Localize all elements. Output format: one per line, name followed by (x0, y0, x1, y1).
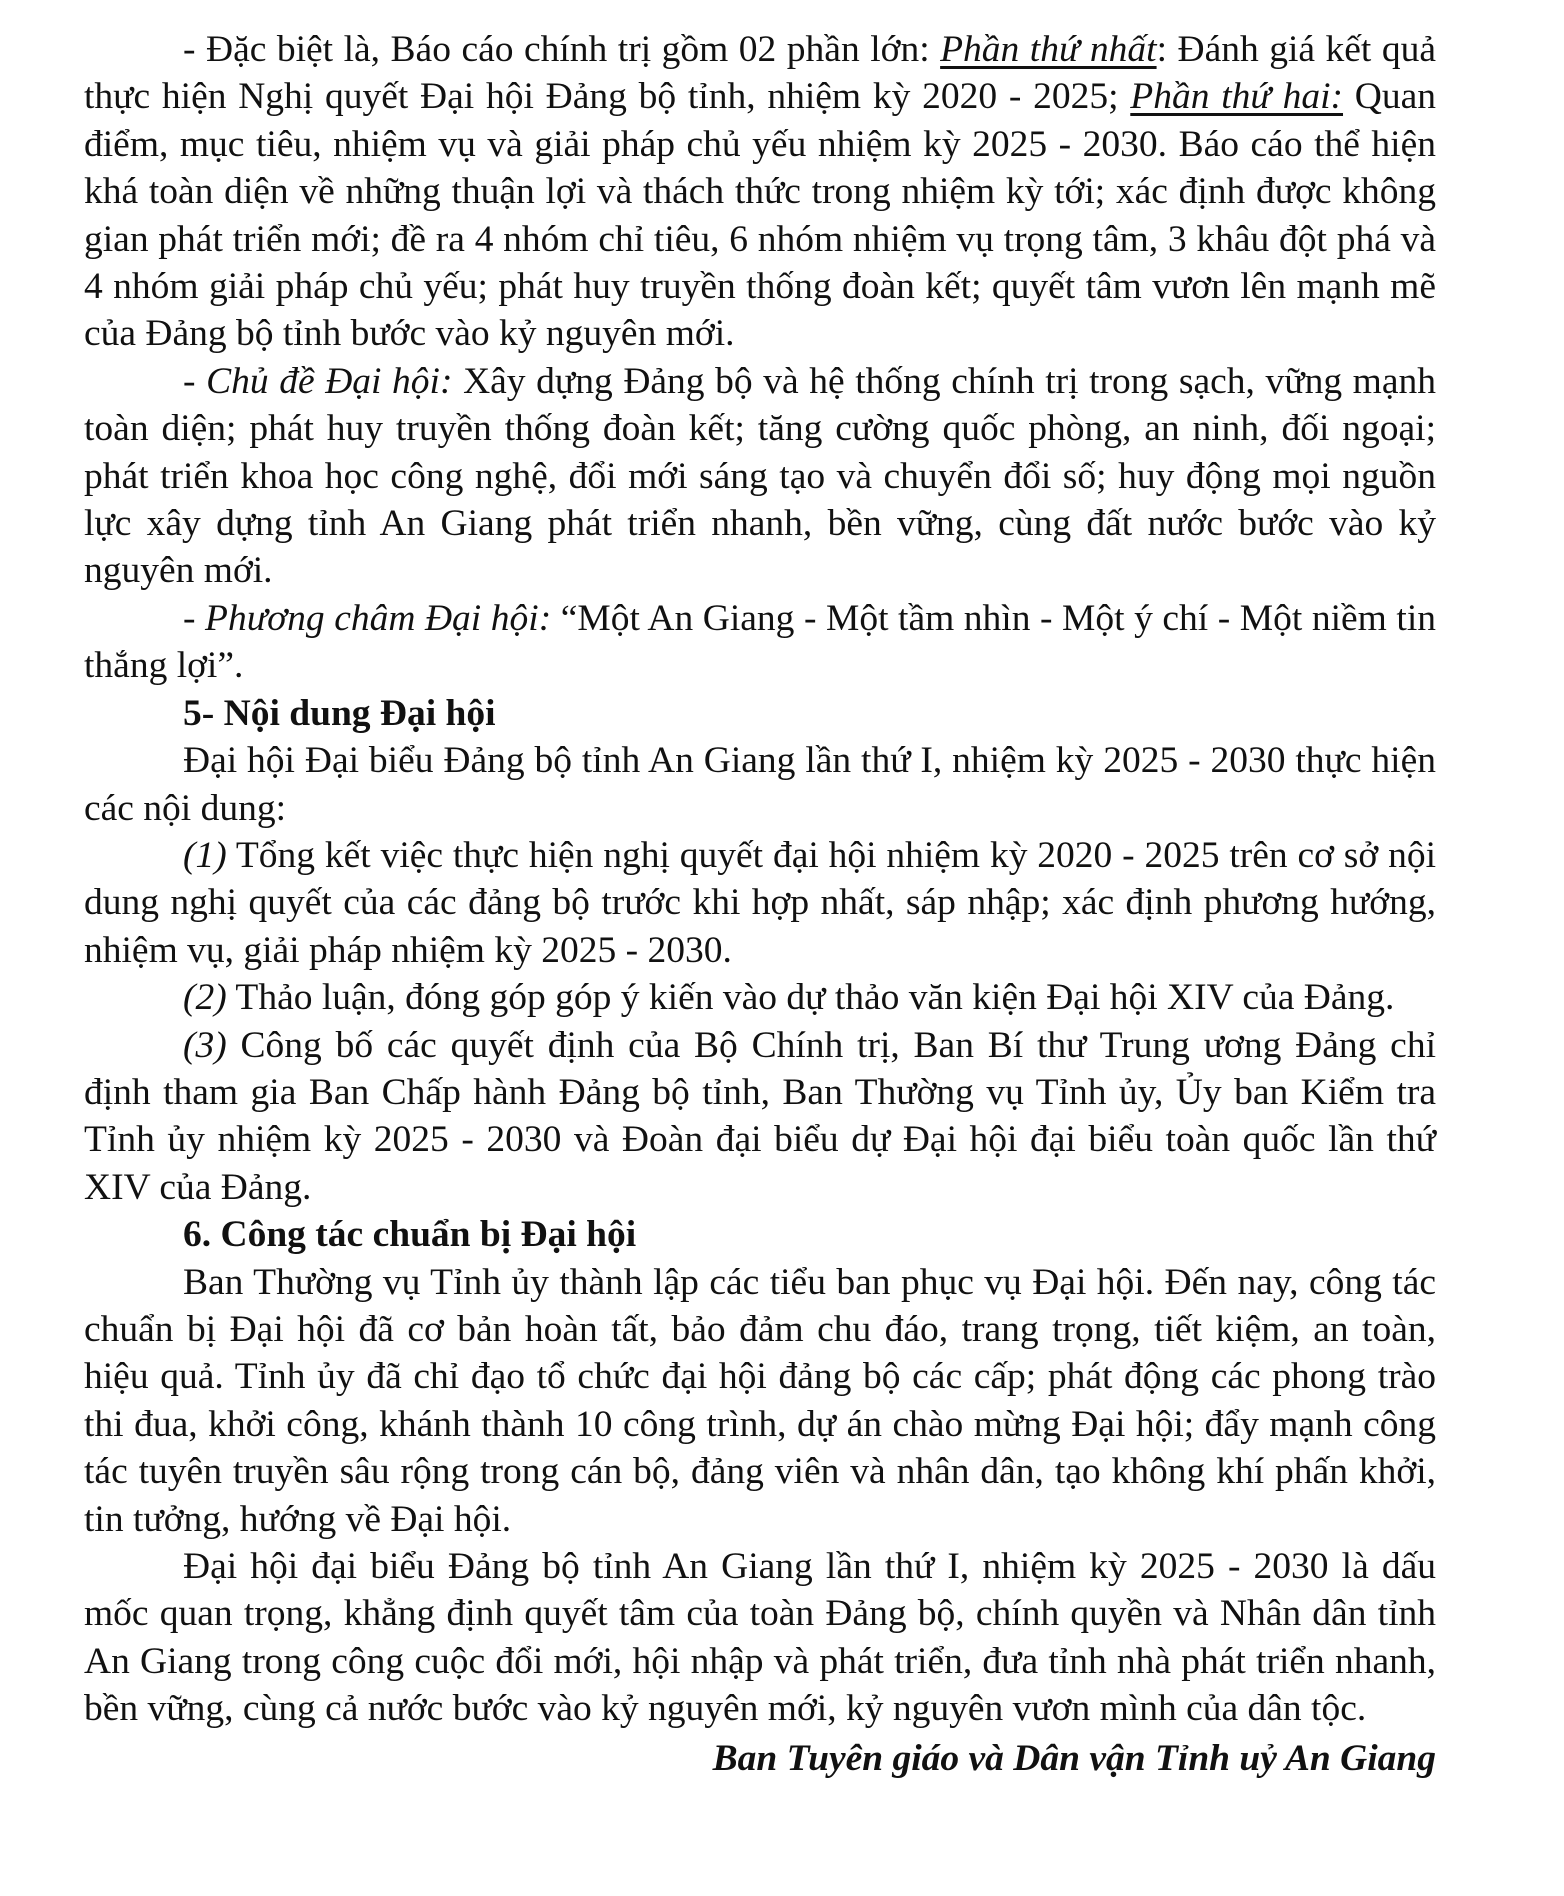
item-number: (2) (183, 977, 227, 1019)
part-two-label: Phần thứ hai: (1130, 76, 1344, 118)
item-number: (3) (183, 1024, 227, 1066)
content-item-3 (84, 1022, 1436, 1212)
paragraph-prefix: - Đặc biệt là, Báo cáo chính trị gồm 02 phần lớn: (183, 29, 941, 70)
section-6-heading: 6. Công tác chuẩn bị Đại hội (183, 1214, 637, 1256)
signature: Ban Tuyên giáo và Dân vận Tỉnh uỷ An Giang (712, 1737, 1436, 1779)
section-5-intro: Đại hội Đại biểu Đảng bộ tỉnh An Giang lần thứ I, nhiệm kỳ 2025 - 2030 thực hiện các nội dung: (84, 740, 1436, 829)
congress-motto-label: - Phương châm Đại hội: (183, 597, 552, 639)
congress-motto-text: “Một An Giang - Một tầm nhìn - Một ý chí - Một niềm tin thắng lợi”. (84, 597, 1436, 687)
part-one-label: Phần thứ nhất (940, 29, 1157, 70)
item-text: Công bố các quyết định của Bộ Chính trị, Ban Bí thư Trung ương Đảng chỉ định tham gia Ban Chấp hành Đảng bộ tỉnh, Ban Thường vụ Tỉnh ủy, Ủy ban Kiểm tra Tỉnh ủy nhiệm kỳ 2025 - 2030 và Đoàn đại biểu dự Đại hội đại biểu toàn quốc lần thứ XIV của Đảng. (84, 1024, 1436, 1208)
item-number: (1) (183, 834, 227, 876)
congress-theme-text: Xây dựng Đảng bộ và hệ thống chính trị trong sạch, vững mạnh toàn diện; phát huy truyền thống đoàn kết; tăng cường quốc phòng, an ninh, đối ngoại; phát triển khoa học công nghệ, đổi mới sáng tạo và chuyển đổi số; huy động mọi nguồn lực xây dựng tỉnh An Giang phát triển nhanh, bền vững, cùng đất nước bước vào kỷ nguyên mới. (84, 360, 1436, 592)
part-two-text: Quan điểm, mục tiêu, nhiệm vụ và giải pháp chủ yếu nhiệm kỳ 2025 - 2030. Báo cáo thể hiện khá toàn diện về những thuận lợi và thách thức trong nhiệm kỳ tới; xác định được không gian phát triển mới; đề ra 4 nhóm chỉ tiêu, 6 nhóm nhiệm vụ trọng tâm, 3 khâu đột phá và 4 nhóm giải pháp chủ yếu; phát huy truyền thống đoàn kết; quyết tâm vươn lên mạnh mẽ của Đảng bộ tỉnh bước vào kỷ nguyên mới. (84, 76, 1437, 355)
content-item-1 (84, 832, 1436, 974)
content-item-2 (84, 974, 1436, 1021)
section-5-heading: 5- Nội dung Đại hội (183, 692, 496, 734)
conclusion-paragraph: Đại hội đại biểu Đảng bộ tỉnh An Giang lần thứ I, nhiệm kỳ 2025 - 2030 là dấu mốc quan trọng, khẳng định quyết tâm của toàn Đảng bộ, chính quyền và Nhân dân tỉnh An Giang trong công cuộc đổi mới, hội nhập và phát triển, đưa tỉnh nhà phát triển nhanh, bền vững, cùng cả nước bước vào kỷ nguyên mới, kỷ nguyên vươn mình của dân tộc. (84, 1546, 1436, 1730)
congress-theme-label: - Chủ đề Đại hội: (183, 360, 453, 402)
item-text: Thảo luận, đóng góp góp ý kiến vào dự thảo văn kiện Đại hội XIV của Đảng. (226, 977, 1395, 1019)
preparation-paragraph: Ban Thường vụ Tỉnh ủy thành lập các tiểu ban phục vụ Đại hội. Đến nay, công tác chuẩn bị Đại hội đã cơ bản hoàn tất, bảo đảm chu đáo, trang trọng, tiết kiệm, an toàn, hiệu quả. Tỉnh ủy đã chỉ đạo tổ chức đại hội đảng bộ các cấp; phát động các phong trào thi đua, khởi công, khánh thành 10 công trình, dự án chào mừng Đại hội; đẩy mạnh công tác tuyên truyền sâu rộng trong cán bộ, đảng viên và nhân dân, tạo không khí phấn khởi, tin tưởng, hướng về Đại hội. (84, 1261, 1436, 1540)
political-report-paragraph (84, 26, 1436, 358)
item-text: Tổng kết việc thực hiện nghị quyết đại hội nhiệm kỳ 2020 - 2025 trên cơ sở nội dung nghị quyết của các đảng bộ trước khi hợp nhất, sáp nhập; xác định phương hướng, nhiệm vụ, giải pháp nhiệm kỳ 2025 - 2030. (84, 834, 1436, 971)
congress-theme-paragraph (84, 358, 1436, 595)
congress-motto-paragraph (84, 595, 1436, 690)
part-one-text: : Đánh giá kết quả thực hiện Nghị quyết Đại hội Đảng bộ tỉnh, nhiệm kỳ 2020 - 2025; (84, 29, 1436, 118)
